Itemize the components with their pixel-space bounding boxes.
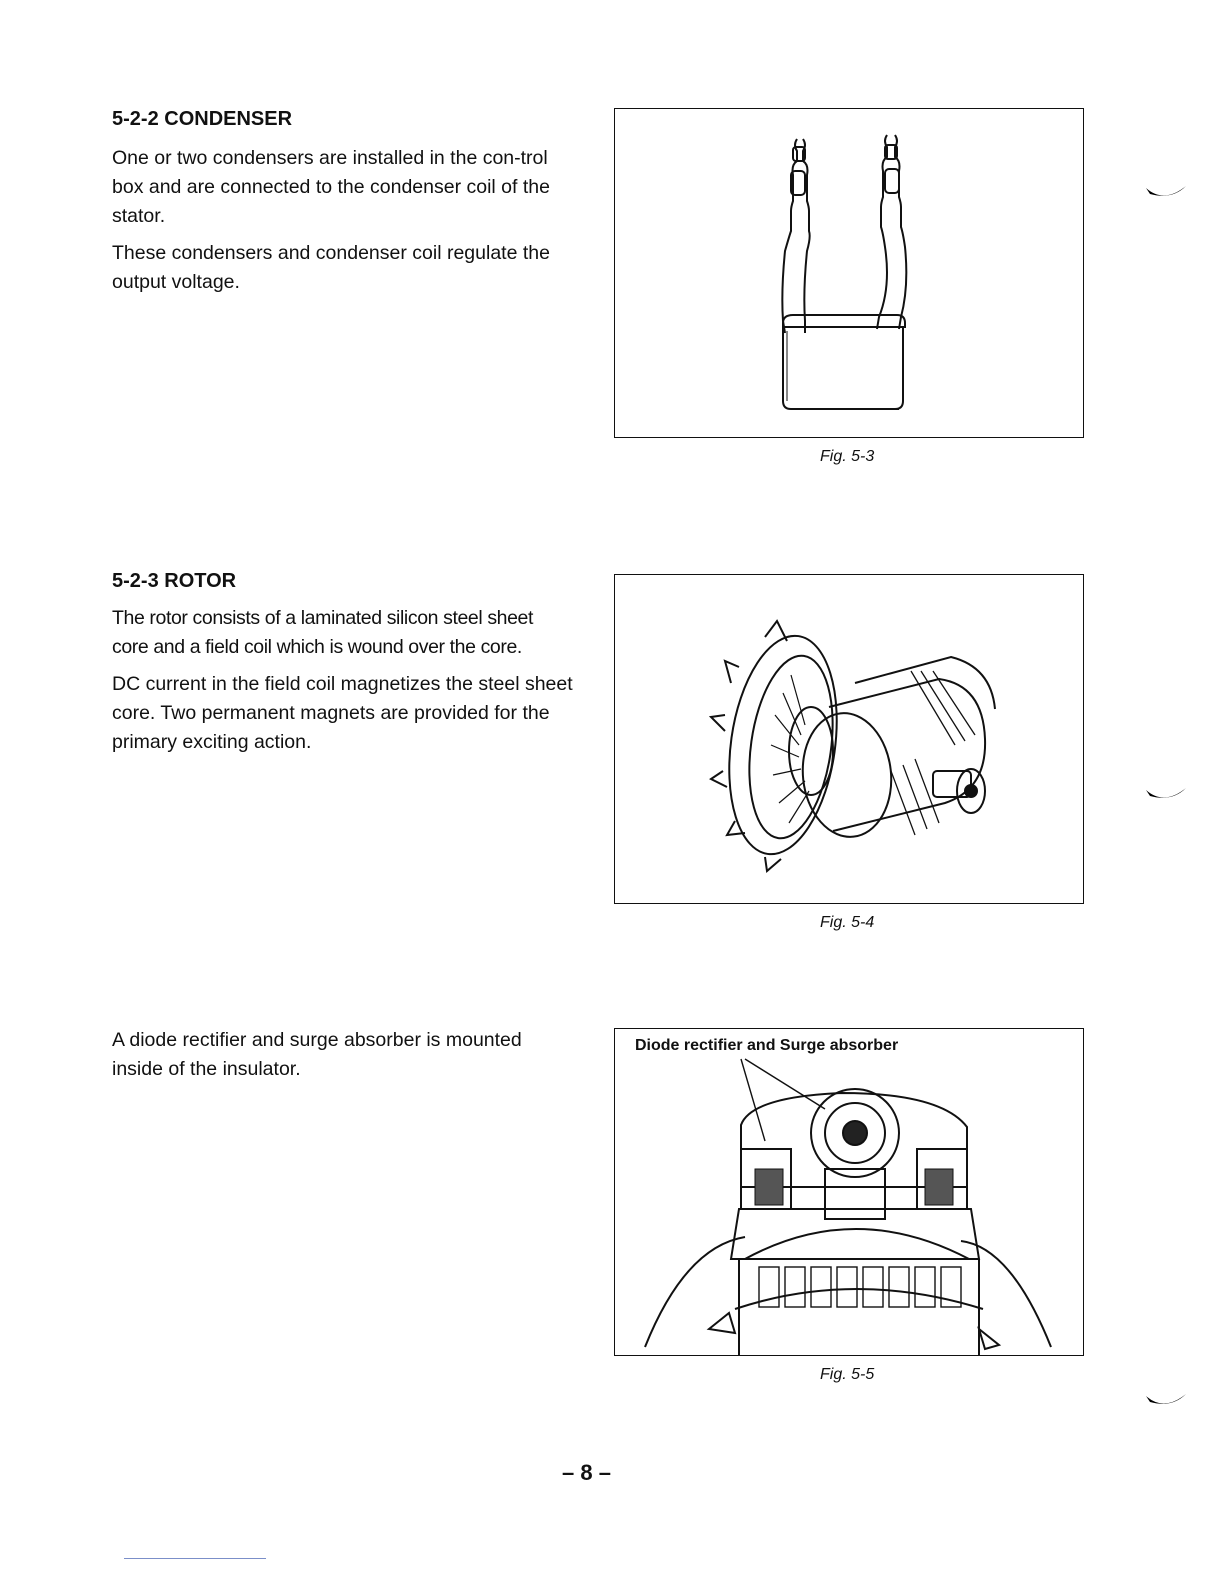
figure-rotor <box>614 574 1084 904</box>
rotor-paragraph-2: DC current in the field coil magnetizes the steel sheet core. Two permanent magnets are provided for the primary exciting action. <box>112 673 573 753</box>
bottom-divider <box>124 1558 266 1559</box>
condenser-paragraph-2: These condensers and condenser coil regulate the output voltage. <box>112 242 550 293</box>
margin-mark-icon <box>1146 1392 1190 1412</box>
condenser-paragraph-1: One or two condensers are installed in the con-trol box and are connected to the condenser coil of the stator. <box>112 147 550 227</box>
figure-caption-5-4: Fig. 5-4 <box>820 914 875 931</box>
condenser-illustration <box>615 109 1083 437</box>
figure-diode-rectifier <box>614 1028 1084 1356</box>
figure-caption-5-5: Fig. 5-5 <box>820 1366 875 1383</box>
section-heading-rotor: 5-2-3 ROTOR <box>112 570 237 592</box>
diode-rectifier-illustration <box>615 1029 1083 1355</box>
figure-callout-label: Diode rectifier and Surge absorber <box>635 1037 899 1054</box>
section-heading-condenser: 5-2-2 CONDENSER <box>112 108 293 130</box>
rotor-illustration <box>615 575 1083 903</box>
figure-condenser <box>614 108 1084 438</box>
margin-mark-icon <box>1146 786 1190 806</box>
margin-mark-icon <box>1146 184 1190 204</box>
diode-paragraph: A diode rectifier and surge absorber is mounted inside of the insulator. <box>112 1029 522 1080</box>
page-number: – 8 – <box>562 1460 611 1485</box>
figure-caption-5-3: Fig. 5-3 <box>820 448 875 465</box>
rotor-paragraph-1: The rotor consists of a laminated silicon steel sheet core and a field coil which is wound over the core. <box>112 607 534 658</box>
